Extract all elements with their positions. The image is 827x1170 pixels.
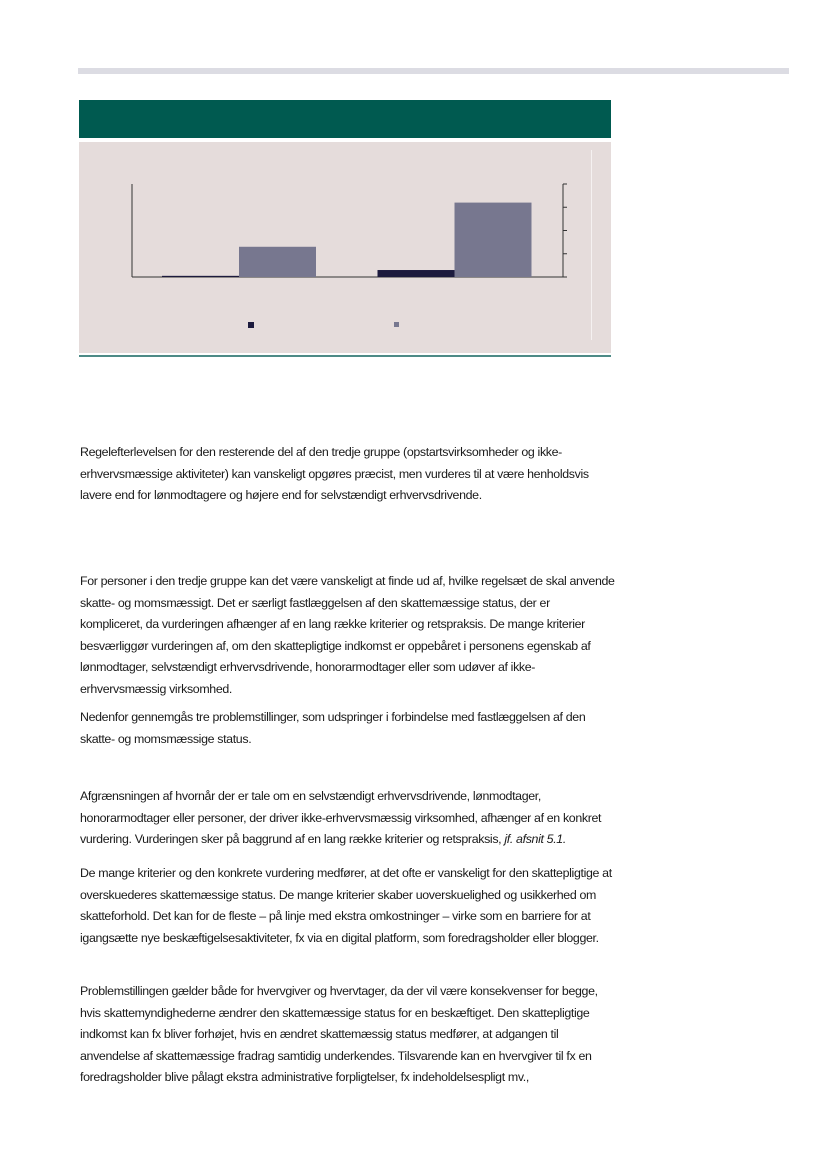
bar-series-1-category-2 <box>378 270 455 277</box>
paragraph-text: For personer i den tredje gruppe kan det være vanskeligt at finde ud af, hvilke regelsæt de skal anvende skatte- og momsmæssigt. Det er særligt fastlæggelsen af den skattemæssige status, der er kompliceret, da vurderingen afhænger af en lang række kriterier og retspraksis. De mange kriterier besværliggør vurderingen af, om den skattepligtige indkomst er oppebåret i personens egenskab af lønmodtager, selvstændigt erhvervsdrivende, honorarmodtager eller som udøver af ikke-erhvervsmæssig virksomhed. <box>80 574 615 696</box>
legend-swatch-series-1 <box>248 322 254 328</box>
paragraph-compliance <box>80 442 615 507</box>
bar-chart <box>79 142 611 353</box>
section-reference: jf. afsnit 5.1. <box>504 832 566 847</box>
paragraph-consequences <box>80 981 615 1089</box>
paragraph-criteria <box>80 863 615 949</box>
figure-header <box>79 100 611 138</box>
figure-bottom-rule <box>79 355 611 357</box>
paragraph-delimitation <box>80 786 615 851</box>
bar-series-2-category-2 <box>455 203 532 277</box>
bar-series-2-category-1 <box>239 247 316 277</box>
paragraph-text: Nedenfor gennemgås tre problemstillinger, som udspringer i forbindelse med fastlæggelsen af den skatte- og momsmæssige status. <box>80 710 586 746</box>
paragraph-text: Regelefterlevelsen for den resterende del af den tredje gruppe (opstartsvirksomheder og ikke-erhvervsmæssige aktiviteter) kan vanskeligt opgøres præcist, men vurderes til at være henholdsvis lavere end for lønmodtagere og højere end for selvstændigt erhvervsdrivende. <box>80 445 589 503</box>
paragraph-third-group <box>80 571 615 701</box>
paragraph-main-text: Afgrænsningen af hvornår der er tale om en selvstændigt erhvervsdrivende, lønmodtager, honorarmodtager eller personer, der driver ikke-erhvervsmæssig virksomhed, afhænger af en konkret vurdering. Vurderingen sker på baggrund af en lang række kriterier og retspraksis, <box>80 789 602 847</box>
paragraph-text: De mange kriterier og den konkrete vurdering medfører, at det ofte er vanskeligt for den skattepligtige at overskuederes skattemæssige status. De mange kriterier skaber uoverskuelighed og usikkerhed om skatteforhold. Det kan for de fleste – på linje med ekstra omkostninger – virke som en barriere for at igangsætte nye beskæftigelsesaktiviteter, fx via en digital platform, som foredragsholder eller blogger. <box>80 866 612 945</box>
paragraph-text <box>80 786 615 851</box>
paragraph-problems-intro <box>80 707 615 750</box>
paragraph-text: Problemstillingen gælder både for hvervgiver og hvervtager, da der vil være konsekvenser for begge, hvis skattemyndighederne ændrer den skattemæssige status for en beskæftiget. Den skattepligtige indkomst kan fx bliver forhøjet, hvis en ændret skattemæssig status medfører, at adgangen til anvendelse af skattemæssige fradrag samtidig underkendes. Tilsvarende kan en hvervgiver til fx en foredragsholder blive pålagt ekstra administrative forpligtelser, fx indeholdelsespligt mv., <box>80 984 598 1085</box>
legend-swatch-series-2 <box>394 322 399 327</box>
top-rule <box>78 68 789 74</box>
bar-series-1-category-1 <box>162 276 239 277</box>
